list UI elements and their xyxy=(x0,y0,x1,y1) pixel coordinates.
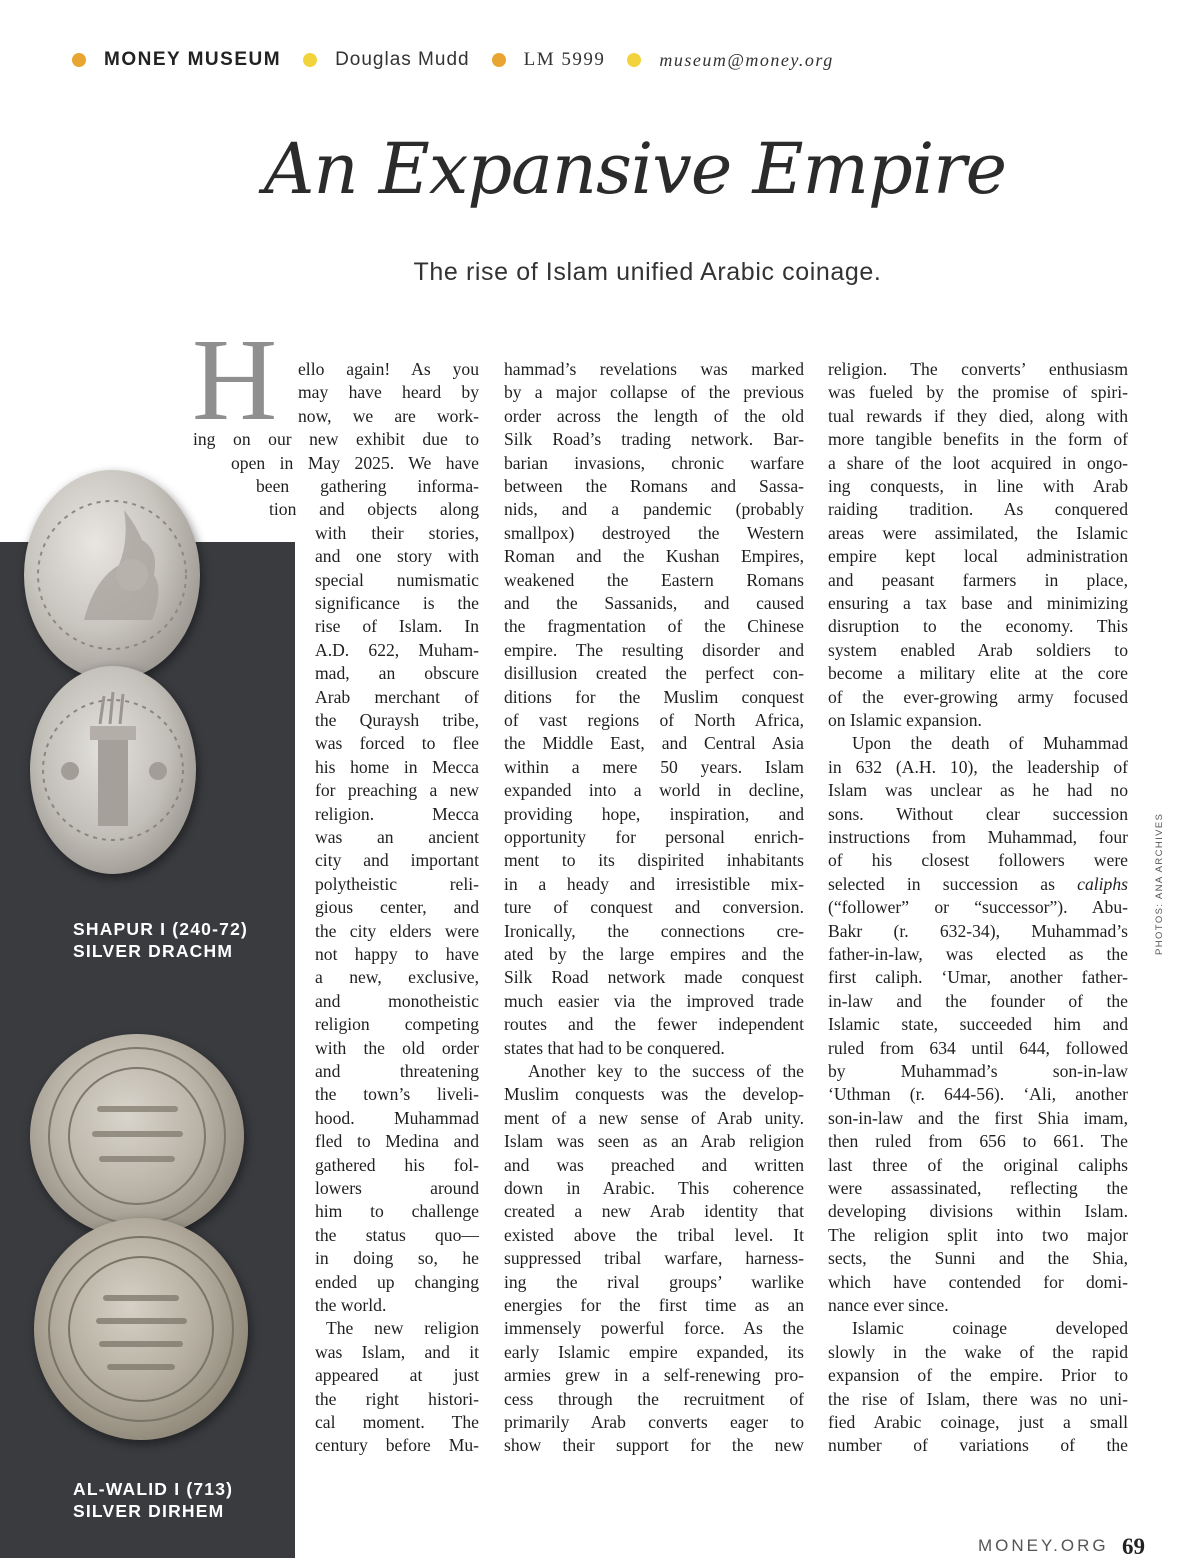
body-line: special numismatic xyxy=(315,569,479,590)
body-line: empire kept local administration xyxy=(828,546,1128,567)
body-line: mad, an obscure xyxy=(315,663,479,684)
body-line: barian invasions, chronic warfare xyxy=(504,452,804,473)
body-line: ated by the large empires and the xyxy=(504,944,804,964)
body-line: of vast regions of North Africa, xyxy=(504,710,804,730)
drop-cap: H xyxy=(192,314,278,445)
body-line: energies for the first time as an xyxy=(504,1295,804,1315)
body-line: opportunity for personal enrich- xyxy=(504,827,804,847)
body-line: empire. The resulting disorder and xyxy=(504,639,804,660)
body-line: cal moment. The xyxy=(315,1412,479,1432)
body-line: the status quo— xyxy=(315,1224,479,1245)
header-dot-icon xyxy=(627,53,641,67)
body-line: early Islamic empire expanded, its xyxy=(504,1341,804,1362)
caption-line: SILVER DRACHM xyxy=(73,941,234,961)
body-line: ment to its dispirited inhabitants xyxy=(504,850,804,871)
body-line: areas were assimilated, the Islamic xyxy=(828,522,1128,543)
body-line: Upon the death of Muhammad xyxy=(852,733,1128,754)
body-line: Islam was seen as an Arab religion xyxy=(504,1131,804,1152)
header-dot-icon xyxy=(303,53,317,67)
body-line: the fragmentation of the Chinese xyxy=(504,616,804,637)
body-line: disillusion created the perfect con- xyxy=(504,663,804,684)
body-line: Arab merchant of xyxy=(315,686,479,707)
header-dot-icon xyxy=(72,53,86,67)
body-line: between the Romans and Sassa- xyxy=(504,476,804,496)
body-line: century before Mu- xyxy=(315,1435,479,1456)
body-line: fied Arabic coinage, just a small xyxy=(828,1412,1128,1432)
shapur-drachm-obverse-image xyxy=(24,470,200,680)
body-line: ing conquests, in line with Arab xyxy=(828,476,1128,496)
caption-walid xyxy=(73,1478,233,1522)
body-line: a new, exclusive, xyxy=(315,967,479,988)
body-line: selected in succession as caliphs xyxy=(828,873,1128,894)
body-line: religion. Mecca xyxy=(315,803,479,824)
body-line: gathered his fol- xyxy=(315,1154,479,1175)
body-line: Muslim conquests was the develop- xyxy=(504,1084,804,1105)
body-line: and the Sassanids, and caused xyxy=(504,593,804,613)
body-line: with their stories, xyxy=(315,522,479,543)
body-line: weakened the Eastern Romans xyxy=(504,569,804,590)
body-line: providing hope, inspiration, and xyxy=(504,803,804,824)
body-line: polytheistic reli- xyxy=(315,873,479,894)
body-line: nance ever since. xyxy=(828,1295,949,1315)
body-line: in 632 (A.H. 10), the leadership of xyxy=(828,756,1128,777)
body-line: not happy to have xyxy=(315,944,479,964)
body-line: ended up changing xyxy=(315,1271,479,1292)
shapur-drachm-reverse-image xyxy=(30,666,196,874)
body-line: system enabled Arab soldiers to xyxy=(828,639,1128,660)
body-line: the Middle East, and Central Asia xyxy=(504,733,804,754)
body-line: open in May 2025. We have xyxy=(231,452,479,473)
header-strip xyxy=(72,46,856,74)
body-line: Silk Road’s trading network. Bar- xyxy=(504,429,804,450)
body-line: son-in-law and the first Shia imam, xyxy=(828,1107,1128,1128)
body-line: ditions for the Muslim conquest xyxy=(504,686,804,707)
contact-email[interactable]: museum@money.org xyxy=(659,49,834,70)
body-line: and peasant farmers in place, xyxy=(828,569,1128,590)
body-line: significance is the xyxy=(315,593,479,613)
body-line: The new religion xyxy=(326,1318,479,1339)
article-title: An Expansive Empire xyxy=(263,128,1007,210)
body-line: instructions from Muhammad, four xyxy=(828,827,1128,847)
body-line: tion and objects along xyxy=(269,499,479,520)
body-line: was an ancient xyxy=(315,827,479,847)
body-line: Silk Road network made conquest xyxy=(504,967,804,988)
body-line: raiding tradition. As conquered xyxy=(828,499,1128,520)
body-line: him to challenge xyxy=(315,1201,479,1222)
body-line: with the old order xyxy=(315,1037,479,1058)
body-line: ensuring a tax base and minimizing xyxy=(828,593,1128,613)
body-line: within a mere 50 years. Islam xyxy=(504,756,804,777)
body-line: expanded into a world in decline, xyxy=(504,780,804,801)
body-line: hammad’s revelations was marked xyxy=(504,359,804,379)
body-line: show their support for the new xyxy=(504,1435,804,1456)
body-line: (“follower” or “successor”). Abu- xyxy=(828,897,1128,918)
body-line: sons. Without clear succession xyxy=(828,803,1128,824)
body-line: city and important xyxy=(315,850,479,871)
body-line: ing the rival groups’ warlike xyxy=(504,1271,804,1292)
body-line: was fueled by the promise of spiri- xyxy=(828,382,1128,403)
body-line: of his closest followers were xyxy=(828,850,1128,871)
member-number: LM 5999 xyxy=(523,49,606,70)
body-line: cess through the recruitment of xyxy=(504,1388,804,1409)
body-line: expansion of the empire. Prior to xyxy=(828,1365,1128,1386)
body-line: down in Arabic. This coherence xyxy=(504,1178,804,1198)
body-line: first caliph. ‘Umar, another father- xyxy=(828,967,1128,988)
body-line: Ironically, the connections cre- xyxy=(504,920,804,941)
footer-site: MONEY.ORG xyxy=(978,1536,1109,1555)
body-line: the town’s liveli- xyxy=(315,1084,479,1105)
body-line: were assassinated, reflecting the xyxy=(828,1178,1128,1198)
body-line: Bakr (r. 632-34), Muhammad’s xyxy=(828,920,1128,941)
body-line: primarily Arab converts eager to xyxy=(504,1412,804,1432)
body-line: Islamic coinage developed xyxy=(852,1318,1128,1339)
body-line: last three of the original caliphs xyxy=(828,1154,1128,1175)
walid-dirhem-obverse-image xyxy=(30,1034,244,1238)
header-dot-icon xyxy=(492,53,506,67)
body-line: and one story with xyxy=(315,546,479,567)
body-line: the rise of Islam, there was no uni- xyxy=(828,1388,1128,1409)
body-line: ing on our new exhibit due to xyxy=(193,429,479,450)
body-line: then ruled from 656 to 661. The xyxy=(828,1131,1128,1152)
photo-credit: PHOTOS: ANA ARCHIVES xyxy=(1154,812,1165,955)
body-line: Roman and the Kushan Empires, xyxy=(504,546,804,567)
body-line: was forced to flee xyxy=(315,733,479,754)
body-line: ment of a new sense of Arab unity. xyxy=(504,1107,804,1128)
body-line: become a military elite at the core xyxy=(828,663,1128,684)
body-line: smallpox) destroyed the Western xyxy=(504,522,804,543)
body-line: may have heard by xyxy=(298,382,479,403)
body-line: the world. xyxy=(315,1295,387,1315)
body-line: ruled from 634 until 644, followed xyxy=(828,1037,1128,1058)
body-line: order across the length of the old xyxy=(504,405,804,426)
body-line: number of variations of the xyxy=(828,1435,1128,1456)
page-number: 69 xyxy=(1122,1534,1145,1559)
body-line: his home in Mecca xyxy=(315,756,479,777)
body-line: in-law and the founder of the xyxy=(828,990,1128,1011)
body-line: father-in-law, was elected as the xyxy=(828,944,1128,964)
body-line: lowers around xyxy=(315,1178,479,1198)
body-line: immensely powerful force. As the xyxy=(504,1318,804,1339)
body-line: a share of the loot acquired in ongo- xyxy=(828,452,1128,473)
body-line: of the ever-growing army focused xyxy=(828,686,1128,707)
body-line: gious center, and xyxy=(315,897,479,918)
caption-line: AL-WALID I (713) xyxy=(73,1479,234,1499)
body-line: armies grew in a self-renewing pro- xyxy=(504,1365,804,1386)
body-line: much easier via the improved trade xyxy=(504,990,804,1011)
body-line: existed above the tribal level. It xyxy=(504,1224,804,1245)
body-line: Another key to the success of the xyxy=(528,1061,804,1081)
body-line: The religion split into two major xyxy=(828,1224,1128,1245)
author-name: Douglas Mudd xyxy=(335,49,470,70)
article-subtitle: The rise of Islam unified Arabic coinage. xyxy=(413,258,882,286)
body-line: now, we are work- xyxy=(298,405,479,426)
caption-line: SILVER DIRHEM xyxy=(73,1501,225,1521)
body-line: Islam was unclear as he had no xyxy=(828,780,1128,801)
body-line: and was preached and written xyxy=(504,1154,804,1175)
body-line: ture of conquest and conversion. xyxy=(504,897,804,918)
body-line: in doing so, he xyxy=(315,1248,479,1269)
body-line: created a new Arab identity that xyxy=(504,1201,804,1222)
body-line: routes and the fewer independent xyxy=(504,1014,804,1035)
body-line: in a heady and irresistible mix- xyxy=(504,873,804,894)
body-line: ello again! As you xyxy=(298,359,479,379)
body-line: states that had to be conquered. xyxy=(504,1037,725,1058)
body-line: the right histori- xyxy=(315,1388,479,1409)
body-line: A.D. 622, Muham- xyxy=(315,639,479,660)
body-line: hood. Muhammad xyxy=(315,1107,479,1128)
body-line: the Quraysh tribe, xyxy=(315,710,479,730)
body-line: fled to Medina and xyxy=(315,1131,479,1152)
body-line: suppressed tribal warfare, harness- xyxy=(504,1248,804,1269)
body-line: and monotheistic xyxy=(315,990,479,1011)
body-line: was Islam, and it xyxy=(315,1341,479,1362)
body-line: more tangible benefits in the form of xyxy=(828,429,1128,450)
body-line: sects, the Sunni and the Shia, xyxy=(828,1248,1128,1269)
body-line: which have contended for domi- xyxy=(828,1271,1128,1292)
walid-dirhem-reverse-image xyxy=(34,1218,248,1440)
body-line: by Muhammad’s son-in-law xyxy=(828,1061,1128,1081)
body-line: developing divisions within Islam. xyxy=(828,1201,1128,1222)
caption-shapur xyxy=(73,918,248,962)
body-line: been gathering informa- xyxy=(256,476,479,496)
body-line: nids, and a pandemic (probably xyxy=(504,499,804,520)
body-line: appeared at just xyxy=(315,1365,479,1386)
body-line: on Islamic expansion. xyxy=(828,710,982,730)
body-line: ‘Uthman (r. 644-56). ‘Ali, another xyxy=(828,1084,1128,1105)
body-line: slowly in the wake of the rapid xyxy=(828,1341,1128,1362)
section-label: MONEY MUSEUM xyxy=(104,49,282,70)
body-line: disruption to the economy. This xyxy=(828,616,1128,637)
body-line: Islamic state, succeeded him and xyxy=(828,1014,1128,1035)
body-line: the city elders were xyxy=(315,920,479,941)
body-line: tual rewards if they died, along with xyxy=(828,405,1128,426)
body-line: for preaching a new xyxy=(315,780,479,801)
body-line: religion competing xyxy=(315,1014,479,1035)
body-line: religion. The converts’ enthusiasm xyxy=(828,359,1128,379)
body-line: and threatening xyxy=(315,1061,479,1081)
body-line: rise of Islam. In xyxy=(315,616,479,637)
caption-line: SHAPUR I (240-72) xyxy=(73,919,249,939)
body-line: by a major collapse of the previous xyxy=(504,382,804,403)
